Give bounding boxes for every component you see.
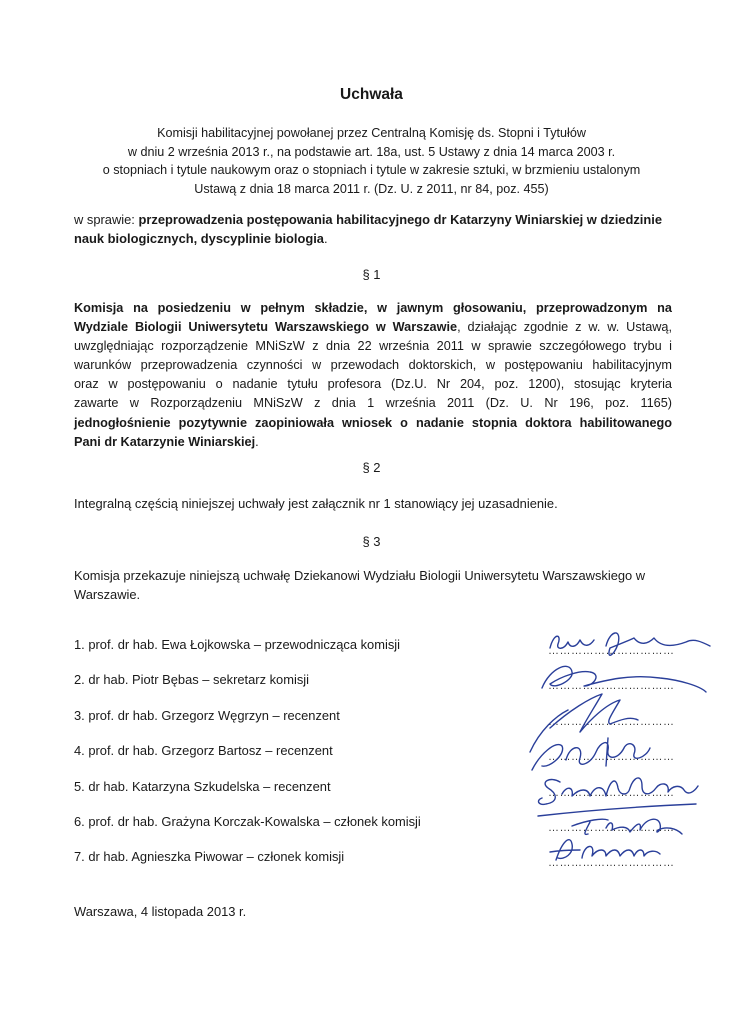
signature-7: [550, 840, 660, 860]
matter-end: .: [323, 231, 328, 246]
member-item: 1. prof. dr hab. Ewa Łojkowska – przewodnicząca komisji: [74, 637, 400, 652]
section-1-line: Pani dr Katarzynie Winiarskiej: [74, 434, 256, 449]
signature-6: [572, 819, 682, 834]
member-item: 3. prof. dr hab. Grzegorz Węgrzyn – recenzent: [74, 708, 340, 723]
signature-line: ……………………………: [548, 857, 675, 869]
document-title: Uchwała: [340, 86, 403, 103]
section-heading-1: § 1: [362, 267, 381, 282]
signature-line: ……………………………: [548, 680, 675, 692]
handwritten-signatures: [510, 620, 720, 880]
section-1-line: uwzględniając rozporządzenie MNiSzW z dnia 22 września 2011 w sprawie szczegółowego trybu i: [74, 339, 672, 354]
section-3-line: Warszawie.: [74, 586, 141, 602]
section-1-line: jednogłośnienie pozytywnie zaopiniowała wniosek o nadanie stopnia doktora habilitowanego: [74, 415, 672, 430]
signature-5: [538, 778, 698, 816]
subtitle-line: Ustawą z dnia 18 marca 2011 r. (Dz. U. z 2011, nr 84, poz. 455): [194, 181, 549, 196]
signature-2: [542, 666, 706, 692]
matter-text: przeprowadzenia postępowania habilitacyjnego dr Katarzyny Winiarskiej w dziedzinie: [138, 212, 662, 227]
signature-4: [532, 738, 650, 770]
signature-line: ……………………………: [548, 751, 675, 763]
signature-line: ……………………………: [548, 645, 675, 657]
member-item: 5. dr hab. Katarzyna Szkudelska – recenzent: [74, 779, 331, 794]
member-item: 2. dr hab. Piotr Bębas – sekretarz komisji: [74, 672, 309, 687]
signature-1: [550, 633, 710, 655]
member-item: 4. prof. dr hab. Grzegorz Bartosz – recenzent: [74, 743, 333, 758]
signature-line: ……………………………: [548, 822, 675, 834]
subject-matter: [74, 210, 674, 248]
signature-line: ……………………………: [548, 787, 675, 799]
section-1-line: Wydziale Biologii Uniwersytetu Warszawskiego w Warszawie: [74, 320, 458, 335]
subtitle-line: w dniu 2 września 2013 r., na podstawie art. 18a, ust. 5 Ustawy z dnia 14 marca 2003 r.: [127, 144, 616, 159]
section-1-line: warunków przeprowadzenia czynności w przewodach doktorskich, w postępowaniu habilitacyjnym: [74, 358, 672, 373]
section-2-text: Integralną częścią niniejszej uchwały jest załącznik nr 1 stanowiący jej uzasadnienie.: [74, 496, 558, 511]
subtitle-line: Komisji habilitacyjnej powołanej przez Centralną Komisję ds. Stopni i Tytułów: [157, 126, 586, 140]
section-3-text: [74, 567, 674, 604]
place-and-date: Warszawa, 4 listopada 2013 r.: [74, 904, 247, 919]
section-heading-2: § 2: [362, 460, 381, 475]
section-1-line: zawarte w Rozporządzeniu MNiSzW z dnia 1 września 2011 (Dz. U. Nr 196, poz. 1165): [74, 396, 672, 411]
member-item: 7. dr hab. Agnieszka Piwowar – członek komisji: [74, 849, 345, 864]
section-1-line: , działając zgodnie z w. w. Ustawą,: [457, 320, 673, 335]
section-heading-3: § 3: [362, 534, 381, 549]
section-1-body: [74, 299, 672, 452]
signature-line: ……………………………: [548, 716, 675, 728]
subtitle-line: o stopniach i tytule naukowym oraz o stopniach i tytule w zakresie sztuki, w brzmieniu ustalonym: [102, 163, 641, 177]
section-1-line: oraz w postępowaniu o nadanie tytułu profesora (Dz.U. Nr 204, poz. 1200), stosując kryteria: [74, 377, 672, 392]
signature-3: [530, 694, 638, 752]
document-subtitle: [60, 124, 683, 198]
member-item: 6. prof. dr hab. Grażyna Korczak-Kowalska – członek komisji: [74, 814, 421, 829]
section-3-line: Komisja przekazuje niniejszą uchwałę Dziekanowi Wydziału Biologii Uniwersytetu Warszawskiego w: [74, 568, 646, 583]
section-1-line: Komisja na posiedzeniu w pełnym składzie, w jawnym głosowaniu, przeprowadzonym na: [74, 301, 672, 315]
matter-prefix: w sprawie:: [74, 212, 139, 227]
section-1-line: .: [255, 434, 259, 449]
matter-text: nauk biologicznych, dyscyplinie biologia: [74, 231, 324, 246]
